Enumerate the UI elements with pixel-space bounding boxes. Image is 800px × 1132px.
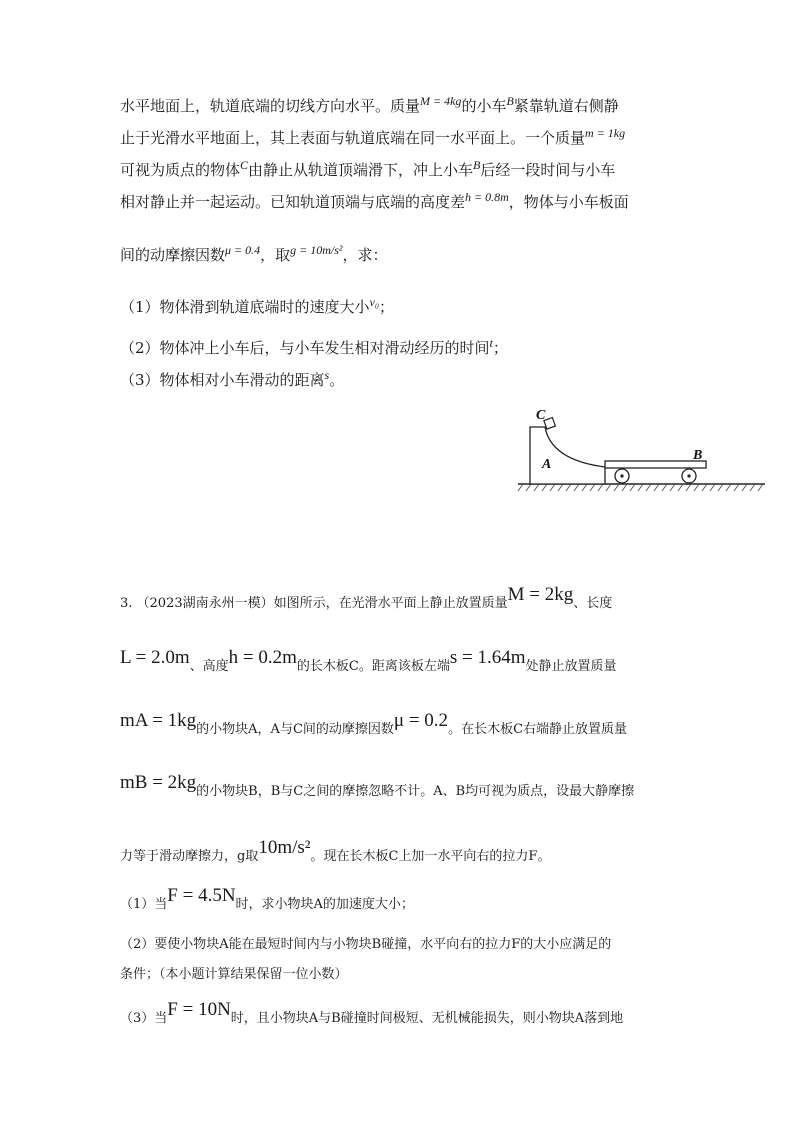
label-a: A (542, 457, 552, 472)
mass-M-formula: M = 4kg (420, 94, 462, 108)
p3-question-2: （2）要使小物块A能在最短时间内与小物块B碰撞，水平向右的拉力F的大小应满足的 (120, 937, 612, 952)
p3-line-2: L = 2.0m、高度h = 0.2m的长木板C。距离该板左端s = 1.64m处静止放置质量 (120, 647, 617, 674)
mass-M-formula-p3: M = 2kg (507, 584, 574, 605)
p2-question-2: （2）物体冲上小车后，与小车发生相对滑动经历的时间$^t$； (120, 336, 508, 357)
p2-question-3: （3）物体相对小车滑动的距离$^s$。 (120, 368, 345, 389)
mass-mB-formula: mB = 2kg (120, 772, 197, 793)
p3-question-1: （1）当F = 4.5N时，求小物块A的加速度大小； (120, 885, 414, 912)
track-cart-figure (515, 405, 770, 495)
p3-line-1: 3. （2023湖南永州一模）如图所示，在光滑水平面上静止放置质量M = 2kg、长度 (120, 584, 613, 611)
height-formula: h = 0.8m (465, 190, 509, 204)
label-b: B (693, 448, 703, 463)
p2-line-3: 可视为质点的物体$^C$由静止从轨道顶端滑下，冲上小车$^B$后经一段时间与小车 (120, 158, 616, 179)
p2-line-5: 间的动摩擦因数$^{\mu = 0.4}$，取$^{g = 10m/s^2}$，求： (120, 243, 388, 264)
p2-question-1: （1）物体滑到轨道底端时的速度大小$^{v_0}$； (120, 295, 395, 316)
label-c: C (536, 408, 546, 423)
p3-line-4: mB = 2kg的小物块B，B与C之间的摩擦忽略不计。A、B均可视为质点，设最大静摩擦 (120, 772, 635, 799)
p3-line-3: mA = 1kg的小物块A，A与C间的动摩擦因数μ = 0.2。在长木板C右端静止放置质量 (120, 710, 628, 737)
p3-question-3: （3）当F = 10N时，且小物块A与B碰撞时间极短、无机械能损失，则小物块A落到地 (120, 999, 624, 1026)
p2-line-2: 止于光滑水平地面上，其上表面与轨道底端在同一水平面上。一个质量$^{m = 1kg}$ (120, 126, 626, 147)
g-formula: g = 10m/s² (290, 243, 343, 257)
p2-line-1: 水平地面上，轨道底端的切线方向水平。质量$^{M = 4kg}$的小车$^B$紧靠轨道右侧静 (120, 94, 619, 115)
cart-b (605, 461, 706, 468)
p2-line-4: 相对静止并一起运动。已知轨道顶端与底端的高度差$^{h = 0.8m}$，物体与小车板面 (120, 190, 629, 211)
mass-mA-formula: mA = 1kg (120, 710, 197, 731)
p3-line-5: 力等于滑动摩擦力，g取10m/s²。现在长木板C上加一水平向右的拉力F。 (120, 837, 551, 864)
p3-question-2-cont: 条件；（本小题计算结果保留一位小数） (120, 967, 348, 982)
mu-formula: μ = 0.4 (225, 243, 261, 257)
mass-m-formula: m = 1kg (585, 126, 626, 140)
g-formula-p3: 10m/s² (258, 837, 311, 858)
length-formula: L = 2.0m (120, 647, 190, 668)
